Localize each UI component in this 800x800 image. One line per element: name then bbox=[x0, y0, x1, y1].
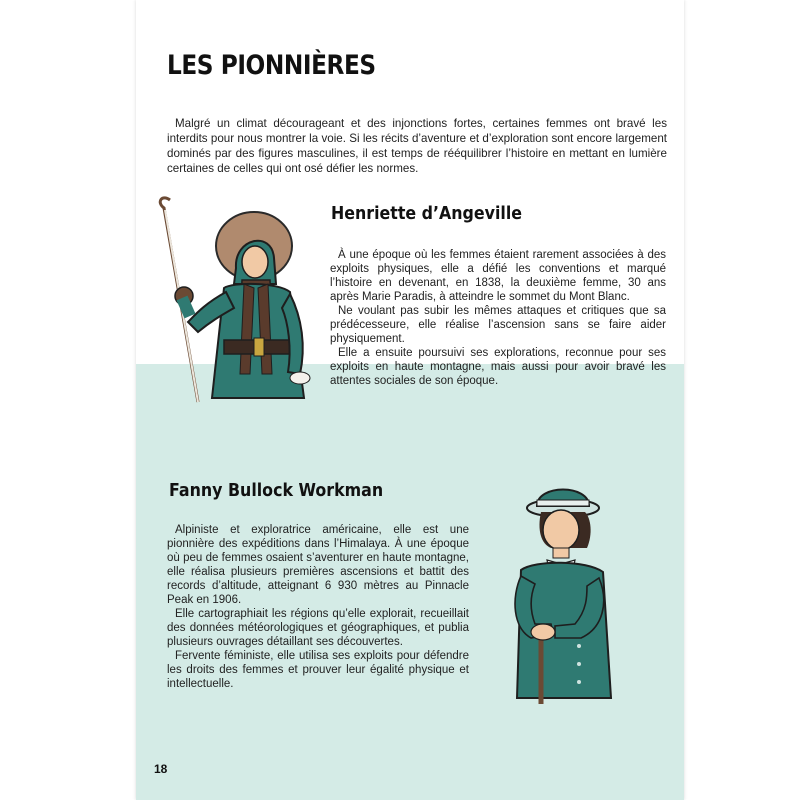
henriette-heading: Henriette d’Angeville bbox=[331, 203, 523, 224]
bio-paragraph: Alpiniste et exploratrice américaine, elle est une pionnière des expéditions dans l’Himalaya. À une époque où peu de femmes osaient s’aventurer en haute montagne, elle réalisa plusieurs premières ascensions et battit des records d’altitude, atteignant 6 930 mètres au Pinnacle Peak en 1906. bbox=[167, 524, 469, 606]
bio-paragraph: Elle cartographiait les régions qu’elle explorait, recueillait des données météorologiques et géographiques, et publia plusieurs ouvrages détaillant ses découvertes. bbox=[167, 608, 469, 648]
henriette-bio bbox=[330, 248, 666, 388]
page-number: 18 bbox=[154, 762, 168, 776]
fanny-heading: Fanny Bullock Workman bbox=[169, 480, 384, 501]
fanny-bio bbox=[167, 523, 469, 691]
page-title: LES PIONNIÈRES bbox=[167, 50, 376, 81]
bio-paragraph: Fervente féministe, elle utilisa ses exploits pour défendre les droits des femmes et prouver leur égalité physique et intellectuelle. bbox=[167, 650, 469, 690]
bio-paragraph: Ne voulant pas subir les mêmes attaques et critiques que sa prédécesseure, elle réalise l’ascension sans se faire aider physiquement. bbox=[330, 305, 666, 345]
intro-paragraph: Malgré un climat décourageant et des injonctions fortes, certaines femmes ont bravé les interdits pour nous montrer la voie. Si les récits d’aventure et d’exploration sont encore largement dominés par des figures masculines, il est temps de rééquilibrer l’histoire en mettant en lumière certaines de celles qui ont osé défier les normes. bbox=[167, 117, 667, 175]
henriette-illustration bbox=[154, 188, 324, 408]
bio-paragraph: À une époque où les femmes étaient rarement associées à des exploits physiques, elle a défié les conventions et marqué l’histoire en devenant, en 1838, la deuxième femme, 30 ans après Marie Paradis, à atteindre le sommet du Mont Blanc. bbox=[330, 249, 666, 303]
bio-paragraph: Elle a ensuite poursuivi ses explorations, reconnue pour ses exploits en haute montagne, mais aussi pour avoir bravé les attentes sociales de son époque. bbox=[330, 347, 666, 387]
book-page bbox=[136, 0, 684, 800]
fanny-illustration bbox=[491, 478, 631, 708]
